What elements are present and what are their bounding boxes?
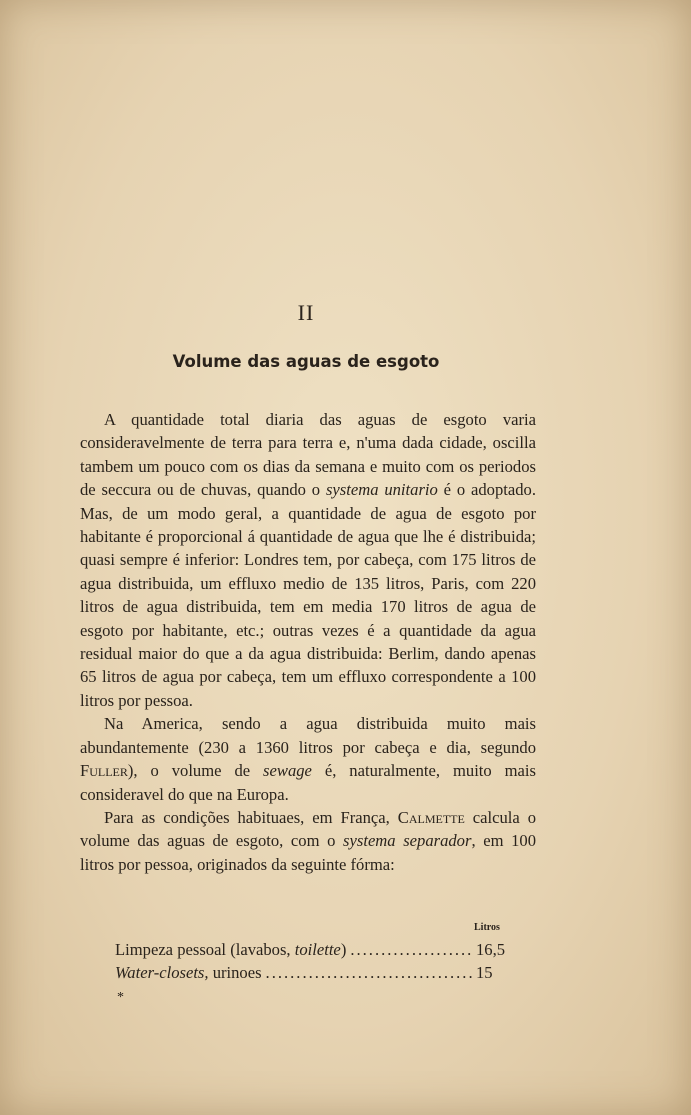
text-run: Limpeza pessoal (lavabos, <box>115 940 295 959</box>
row-label <box>115 963 262 983</box>
italic-text: sewage <box>263 761 312 781</box>
text-run: Para as condições habituaes, em França, <box>104 807 398 827</box>
text-run: urinoes <box>208 963 262 982</box>
row-value: 15 <box>476 963 493 982</box>
paragraph-2 <box>80 712 536 806</box>
row-value: 16,5 <box>476 940 506 959</box>
table-row <box>115 940 516 960</box>
author-name: Fuller <box>80 761 128 781</box>
leader-dots <box>266 963 472 983</box>
text-run: é, naturalmente, muito mais consideravel do que na Europa. <box>80 761 536 804</box>
chapter-number: II <box>297 300 315 325</box>
italic-text: systema unitario <box>325 480 438 500</box>
author-name: Calmette <box>397 807 465 827</box>
leader-dots <box>350 940 472 960</box>
italic-text: Water-closets, <box>115 963 209 982</box>
paragraph-1 <box>80 408 536 712</box>
text-run: , em 100 litros por pessoa, originados da seguinte fórma: <box>80 831 536 874</box>
table-row <box>115 963 516 983</box>
row-label <box>115 940 346 960</box>
text-run: calcula o volume das aguas de esgoto, com o <box>80 807 536 851</box>
text-run: Na America, sendo a agua distribuida muito mais abundantemente (230 a 1360 litros por cabeça e dia, segundo <box>80 714 536 757</box>
table-unit-header: Litros <box>474 922 500 933</box>
text-run: ) <box>340 940 347 959</box>
italic-text: toilette <box>294 940 341 959</box>
text-run: é o adoptado. Mas, de um modo geral, a quantidade de agua de esgoto por habitante é proporcional á quantidade de agua que lhe é distribuida; quasi sempre é inferior: Londres tem, por cabeça, com 175 litros de agua distribuida, um effluxo medio de 135 litros, Paris, com 220 litros de agua distribuida, tem em media 170 litros de agua de esgoto por habitante, etc.; outras vezes é a quantidade da agua residual maior do que a da agua distribuida: Berlim, dando apenas 65 litros de agua por cabeça, tem um effluxo correspondente a 100 litros por pessoa. <box>80 480 536 710</box>
italic-text: systema separador <box>343 831 472 851</box>
body-text <box>80 408 536 876</box>
text-run: A quantidade total diaria das aguas de esgoto varia consideravelmente de terra para terra e, n'uma dada cidade, oscilla tambem um pouco com os dias da semana e muito com os periodos de seccura ou de chuvas, quando o <box>80 410 536 500</box>
text-run: ), o volume de <box>127 761 264 781</box>
chapter-title: Volume das aguas de esgoto <box>172 352 440 371</box>
paragraph-3 <box>80 806 536 876</box>
footer-mark: * <box>117 990 124 1005</box>
